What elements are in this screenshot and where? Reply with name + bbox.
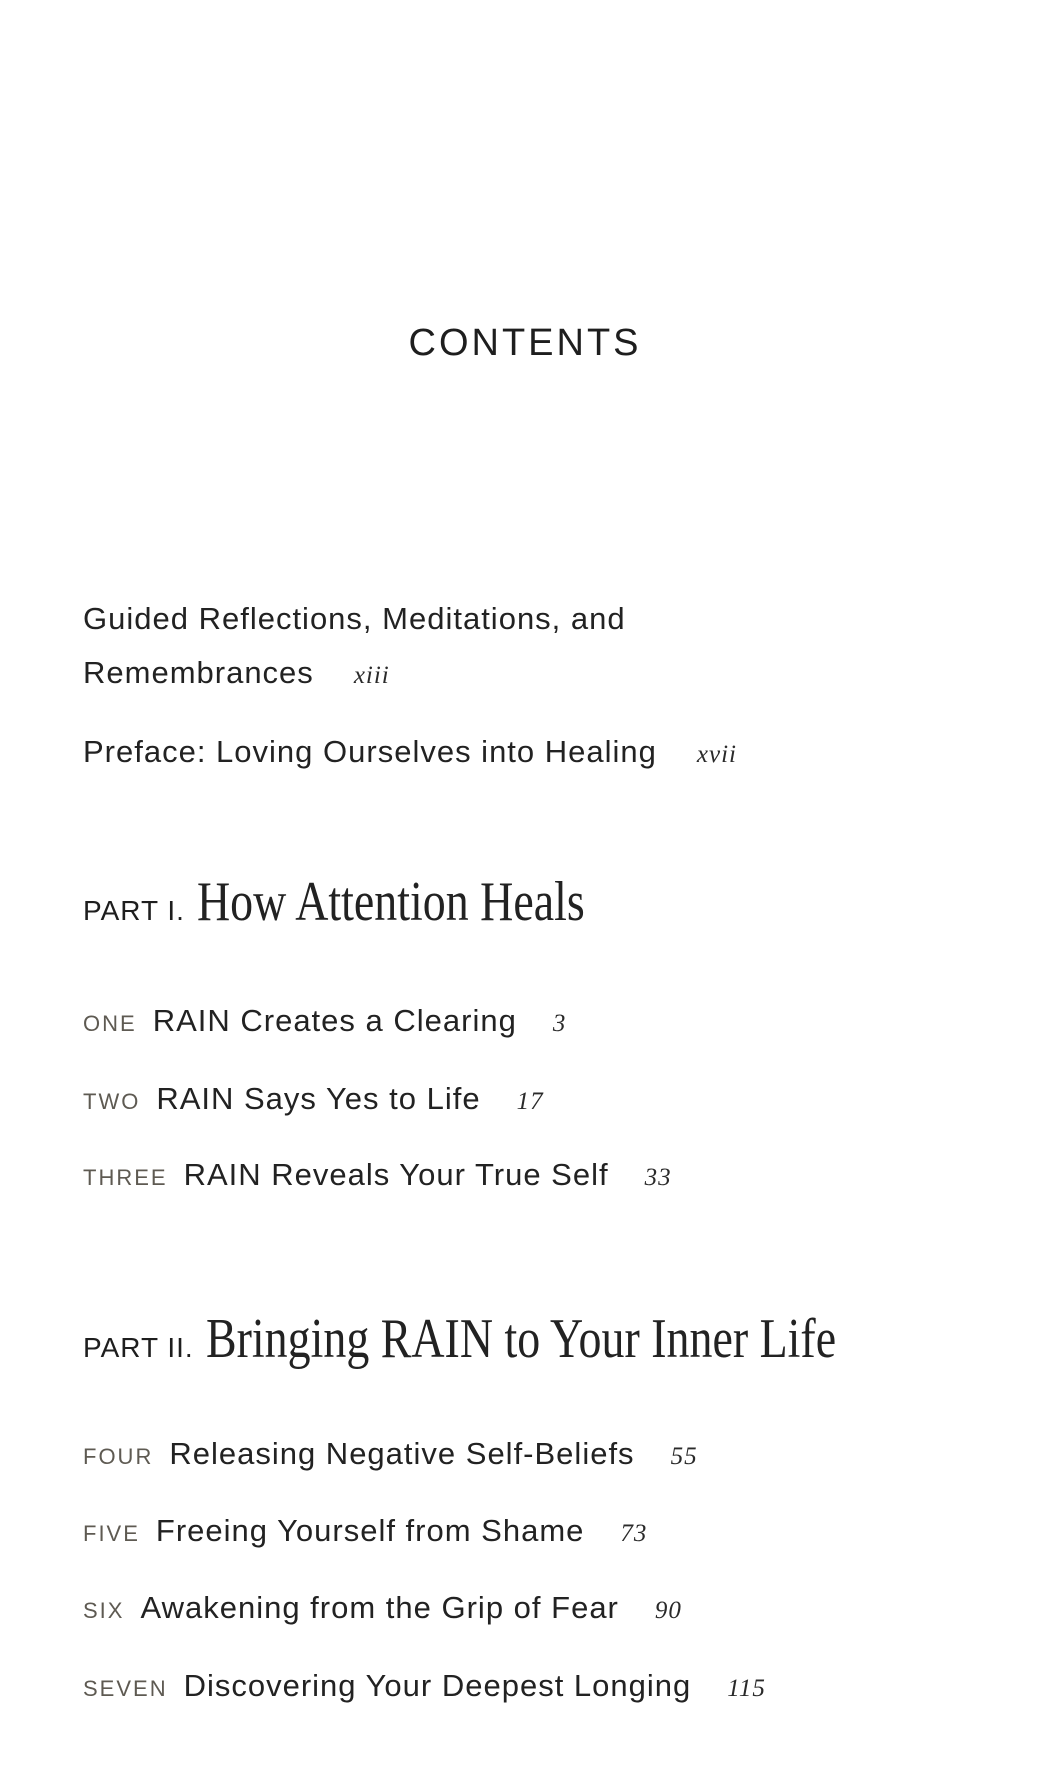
page-title: CONTENTS: [408, 322, 642, 364]
chapter-title: RAIN Creates a Clearing: [152, 1003, 517, 1038]
chapter-title: RAIN Reveals Your True Self: [183, 1157, 609, 1192]
page-number: 90: [654, 1597, 682, 1624]
chapter-title: RAIN Says Yes to Life: [156, 1081, 481, 1116]
entry-title-line1: Guided Reflections, Meditations, and: [83, 601, 626, 636]
chapter-number: SIX: [83, 1598, 125, 1623]
page-number: 73: [620, 1520, 648, 1547]
chapter-title: Freeing Yourself from Shame: [155, 1513, 585, 1548]
chapter-number: TWO: [83, 1089, 141, 1114]
toc-entry-chapter-1[interactable]: [83, 1003, 566, 1039]
page-number: xiii: [353, 662, 390, 689]
part-label: PART I.: [83, 895, 185, 926]
toc-entry-chapter-4[interactable]: [83, 1436, 698, 1472]
chapter-number: SEVEN: [83, 1676, 168, 1701]
page-number: 115: [727, 1675, 766, 1702]
part-heading-1: [83, 870, 670, 934]
toc-entry-chapter-6[interactable]: [83, 1590, 682, 1626]
chapter-number: FOUR: [83, 1444, 154, 1469]
part-heading-2: [83, 1307, 974, 1371]
toc-entry-preface[interactable]: [83, 725, 737, 782]
page-number: 3: [552, 1010, 567, 1037]
page-number: 33: [644, 1164, 672, 1191]
toc-entry-chapter-3[interactable]: [83, 1157, 672, 1193]
page-number: 55: [670, 1443, 698, 1470]
chapter-number: FIVE: [83, 1521, 140, 1546]
chapter-number: THREE: [83, 1165, 168, 1190]
chapter-title: Releasing Negative Self-Beliefs: [169, 1436, 635, 1471]
part-title: Bringing RAIN to Your Inner Life: [205, 1308, 836, 1370]
entry-title-line2: Remembrances: [83, 655, 314, 690]
toc-entry-chapter-2[interactable]: [83, 1081, 544, 1117]
chapter-title: Awakening from the Grip of Fear: [140, 1590, 619, 1625]
chapter-number: ONE: [83, 1011, 137, 1036]
page-number: 17: [516, 1088, 544, 1115]
toc-entry-chapter-5[interactable]: [83, 1513, 647, 1549]
page-number: xvii: [696, 741, 737, 768]
part-label: PART II.: [83, 1332, 194, 1363]
entry-title: Preface: Loving Ourselves into Healing: [83, 734, 657, 769]
chapter-title: Discovering Your Deepest Longing: [183, 1668, 692, 1703]
toc-entry-guided-reflections[interactable]: [83, 592, 626, 703]
toc-entry-chapter-7[interactable]: [83, 1668, 766, 1704]
part-title: How Attention Heals: [196, 871, 585, 933]
